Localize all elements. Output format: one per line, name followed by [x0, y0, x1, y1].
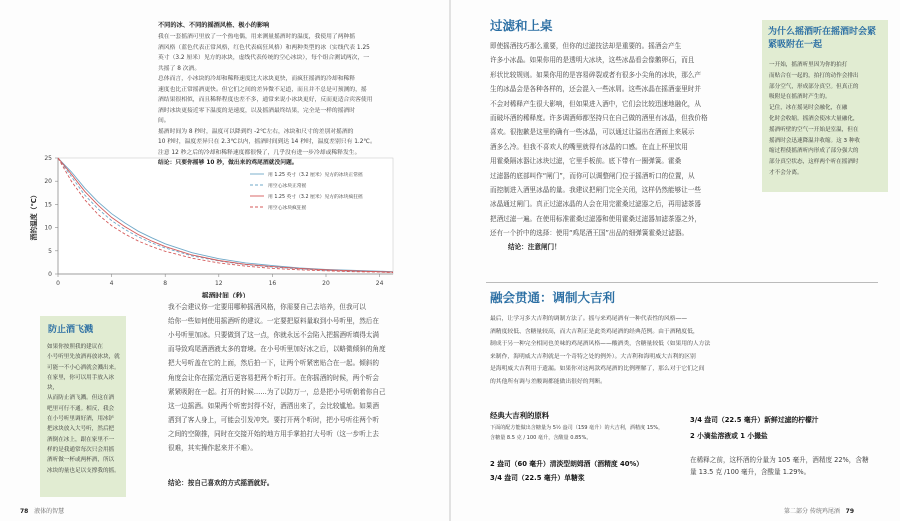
footer-left: [20, 506, 64, 515]
left-page: [0, 0, 449, 521]
text-line: 总体而言，小冰块的冷却和稀释速度比大冰块更快，而疯狂摇酒的冷却和稀释: [158, 76, 356, 82]
text-line: 把大号听盖在它的上面，然后拍一下，让两个听紧密贴合在一起。倾斜的: [168, 359, 379, 368]
text-line: 而破坏酒的稀释度。许多调酒师都坚持只在自己做的酒里有冰晶，但我价格: [490, 114, 708, 122]
text-line: 把酒过滤一遍。在使用标准霍桑过滤器和使用霍桑过滤器加滤茶器之外，: [490, 214, 701, 223]
sidebar-title: 为什么摇酒听在摇酒时会紧紧吸附在一起: [768, 27, 877, 50]
text-line: 即使摇酒技巧那么重要，但你的过滤技法却是重要的。摇酒会产生: [490, 42, 682, 50]
sidebar-line: 而贴合在一起的，拍打的动作会排出: [769, 72, 859, 79]
text-line: 而控制进入酒里冰晶的量。我建议把闸门完全关闭，这样仍然能够让一些: [490, 186, 701, 194]
recipe-note: 下面的配方能做出含糖量为 5½ 盎司（159 毫升）的大吉利，酒精度 15%，含糖量 8.5 克 / 100 毫升，含酸量 0.85%。: [490, 425, 664, 441]
text-line: 速度也比正常摇酒更快。但它们之间的差异微不足道，而且并不总是可预测的，摇: [158, 86, 367, 93]
x-tick-label: 8: [163, 280, 168, 287]
sidebar-line: 可能一不小心洒就会溅出来。: [47, 364, 120, 371]
filter-conclusion: 结论：注意闸门！: [508, 243, 561, 251]
sidebar-line: 酒倒在冰上，跟在家里不一: [47, 436, 115, 443]
text-line: 还有一个折中的选择：使用“鸡尾酒王国”出品的细弹簧霍桑过滤器。: [490, 229, 689, 238]
sidebar-line: 化时会收缩。摇酒会使冰大量融化，: [769, 115, 859, 122]
sidebar-line: 在家里，你可以用手放入冰块，: [47, 374, 115, 392]
sidebar-text: [769, 60, 883, 179]
ingredient-syrup: 3/4 盎司（22.5 毫升）单糖浆: [490, 474, 585, 482]
section-title-filter: 过滤和上桌: [490, 18, 553, 33]
recipe-after-text: 在稀释之前，这杯酒的分量为 105 毫升，酒精度 22%，含糖量 13.5 克 /100 毫升，含酸量 1.29%。: [690, 456, 869, 476]
running-head: 液体的智慧: [34, 508, 65, 515]
legend-label: 用空心冰块疯狂摇: [268, 206, 307, 211]
text-line: 制成于另一种完全相同也美味的鸡尾酒风格——酸酒类，含糖量较低（如果用的人方法: [490, 341, 711, 348]
text-line: 之间的空隙推，同时在交接开始的地方用手掌拍打大号听（这一步听上去: [168, 429, 379, 438]
text-line: 酒多么冷。但我不喜欢人的嘴里就得有冰晶的口感。在直上杯里饮用: [490, 142, 688, 151]
sidebar-text: [47, 342, 121, 476]
text-line: 注意 12 秒之后的冷却和稀释速度都很慢了，几乎没有进一步冷却或稀释发生。: [158, 149, 361, 156]
text-line: 酒时冰块更接近零下温度的是速度，以及摇酒最终结果，完全是一样的摇酒时: [158, 107, 356, 114]
page-number: 78: [20, 508, 29, 515]
legend-label: 用空心冰块正常摇: [268, 184, 307, 189]
x-tick-label: 12: [214, 280, 223, 287]
sidebar-title: 防止酒飞溅: [48, 325, 94, 335]
legend-label: 用 1.25 英寸（3.2 厘米）见方的冰块疯狂摇: [268, 195, 363, 200]
sidebar-line: 记住，冰在摇晃时会融化，在融: [769, 105, 848, 112]
text-line: 酒结果很相似，而且稀释程度也差不多，通常来说小冰块更好，反而更适合宾客使用: [158, 97, 373, 103]
text-line: 10 秒时，温度差异只在 2.3℃以内，摇酒时间到达 14 秒时，温度差别只有 1.2℃。: [158, 139, 376, 145]
text-line: 许多小冰晶。如果你用的是透明大冰块，这些冰晶看会像鹅卵石，而且: [490, 56, 695, 65]
text-line: 角度会让你在摇完酒后更容易把两个听打开。在你摇酒的时候，两个听会: [168, 373, 379, 382]
text-line: 我在一套摇酒可里放了一个热电偶，用来测量摇酒时的温度，我使用了两种摇: [158, 34, 356, 40]
text-line: 洒到了客人身上，可能会引发冲突。要打开两个听时，把小号听往两个听: [168, 415, 379, 424]
sidebar-line: 吸附是在摇酒时产生的。: [769, 94, 831, 101]
sidebar-prevent-splash: [40, 316, 126, 497]
x-tick-label: 16: [268, 280, 277, 287]
text-line: 不会对稀释产生很大影响，但如果进入酒中，它们会比较迅速地融化，从: [490, 99, 701, 108]
text-line: 过滤器的底部叫作“闸门”，而你可以调整闸门位于摇酒听口的位置，从: [490, 171, 695, 180]
ingredient-salt: 2 小滴盐溶液或 1 小撮盐: [690, 432, 768, 440]
divider: [486, 282, 878, 283]
sidebar-line: 才不会分离。: [769, 169, 803, 176]
y-axis-label: 酒的温度（℃）: [30, 191, 38, 241]
ingredient-lime: 3/4 盎司（22.5 毫升）新鲜过滤的柠檬汁: [690, 416, 819, 424]
y-tick-label: 0: [48, 271, 52, 278]
sidebar-line: 缩过程使摇酒听内形成了部分强大的: [769, 148, 859, 155]
sidebar-line: 部分真空状态，这样两个听在摇酒时: [769, 159, 859, 166]
sidebar-line: 摇酒听壁的空气一开始是室温，但在: [769, 126, 859, 133]
text-line: 间。: [158, 118, 170, 124]
sidebar-line: 冰块的量也足以支撑我的摇。: [47, 467, 120, 474]
text-line: 冰晶通过闸门。真正过滤冰晶的人会在用完霍桑过滤器之后，再用滤茶器: [490, 200, 701, 209]
text-line: 很难，其实操作起来并不难）。: [168, 444, 258, 452]
page-number: 79: [845, 508, 855, 515]
sidebar-why-tins-stick: [762, 20, 888, 192]
text-line: 结论：只要你摇够 10 秒，做出来的鸡尾酒就没问题。: [158, 160, 298, 166]
text-line: 给你一些如何使用摇酒听的建议。一定要把原料量取到小号听里，然后在: [168, 317, 379, 326]
text-line: 生的冰晶会是各种各样的，还会混入一些冰屑。这些冰晶在摇酒壶里时并: [490, 85, 701, 94]
sidebar-line: 部分空气，形成部分真空。但真正的: [769, 83, 859, 90]
ingredient-rum: 2 盎司（60 毫升）清淡型朗姆酒（酒精度 40%）: [490, 460, 644, 468]
y-tick-label: 25: [44, 155, 52, 162]
x-tick-label: 0: [56, 280, 60, 287]
text-line: 这一边摇酒。如果两个听密封得不好，酒洒出来了，会比较尴尬。如果酒: [168, 401, 379, 410]
text-line: 小号听里加冰。只要做到了这一点，你就永远不会陷入把摇酒听填得太满: [168, 331, 379, 340]
text-line: 喜欢。很抱歉是这里的确有一些冰晶，可以通过让溢出在酒面上来展示: [490, 128, 695, 137]
sidebar-line: 从而防止酒飞溅。但这在酒: [47, 395, 115, 402]
text-line: 用霍桑隔冰器让冰块过滤，它里手板前。底下带有一圈弹簧。霍桑: [490, 157, 682, 166]
sidebar-line: 一开始，摇酒听里因为你的拍打: [769, 62, 848, 68]
sidebar-line: 小号听里先放酒再放冰块，就: [47, 354, 120, 361]
y-tick-label: 5: [48, 247, 52, 255]
x-tick-label: 4: [109, 280, 114, 287]
text-line: 的其他所有调与差酸调都能做出很好的判断。: [490, 379, 606, 385]
sidebar-line: 吧里可行不通。相反，我会: [47, 405, 115, 412]
running-head: 第二部分 传统鸡尾酒: [784, 508, 840, 515]
text-line: 形状比较规则。如果你用的是容易碎裂或者有很多小尖角的冰块，那么产: [490, 70, 701, 79]
recipe-title: 经典大吉利的原料: [490, 411, 550, 420]
x-tick-label: 20: [322, 280, 330, 287]
sidebar-line: 摇酒时会迅速降温并收缩。这 3 种收: [769, 137, 861, 144]
sidebar-line: 在小号听里调好酒，用冰铲: [47, 416, 115, 423]
y-tick-label: 20: [44, 178, 52, 186]
sidebar-line: 把冰块放入大号听，然后把: [47, 426, 115, 433]
text-line: 最后，让学习多大吉利的调制方法了。摇与来鸡尾酒有一种代表性的风格——: [490, 316, 688, 322]
text-line: 来制作，海明威大吉利就是一个奇特之处的例外）。大吉利和海明威大吉利的区别: [490, 353, 696, 360]
chart-heading: 不同的冰、不同的摇酒风格、极小的影响: [158, 22, 270, 29]
section-title-fusion: 融会贯通：调制大吉利: [490, 290, 616, 305]
sidebar-line: 样的是我通常每次只会用摇: [47, 446, 115, 453]
sidebar-line: 酒听做一杯或两杯酒，所以: [47, 457, 115, 464]
text-line: 而导致鸡尾酒酒液太多的窘境。在小号听里加好冰之后，以略微倾斜的角度: [168, 345, 386, 354]
text-line: 我不会建议你一定要用哪种摇酒风格，你需要自己去培养，但我可以: [168, 303, 366, 311]
text-line: 摇酒时间为 8 秒时，温度可以降到约 -2℃左右，冰块和尺寸的差别对摇酒的: [158, 128, 354, 135]
legend-label: 用 1.25 英寸（3.2 厘米）见方的冰块正常摇: [268, 173, 363, 178]
text-line: 紧紧吸附在一起。打开的时候……为了以防万一，总是把小号听朝着你自己: [168, 387, 386, 396]
y-tick-label: 15: [44, 201, 52, 209]
body-conclusion: 结论：按自己喜欢的方式摇酒就好。: [168, 479, 274, 487]
sidebar-line: 如果你按照我的建议在: [47, 344, 103, 350]
text-line: 酒精度较低、含糖量较高，而大吉利正是此类鸡尾酒的经典范例。由于酒精度低，: [490, 328, 699, 335]
text-line: 酒风格（蓝色代表正常风格，红色代表疯狂风格）和两种类型的冰（实线代表 1.25: [158, 44, 370, 51]
footer-right: [784, 506, 854, 515]
x-tick-label: 24: [375, 280, 384, 287]
text-line: 共摇了 8 次酒。: [158, 65, 201, 72]
x-axis-label: 摇酒时间（秒）: [201, 292, 250, 298]
text-line: 是海明威大吉利用于遗漏。如果你对这两款鸡尾酒的比例理解了，那么对于它们之间: [490, 366, 705, 373]
text-line: 英寸（3.2 厘米）见方的冰块，虚线代表传统的空心冰块），每个组合测试两次，一: [158, 55, 370, 61]
y-tick-label: 10: [44, 224, 52, 232]
